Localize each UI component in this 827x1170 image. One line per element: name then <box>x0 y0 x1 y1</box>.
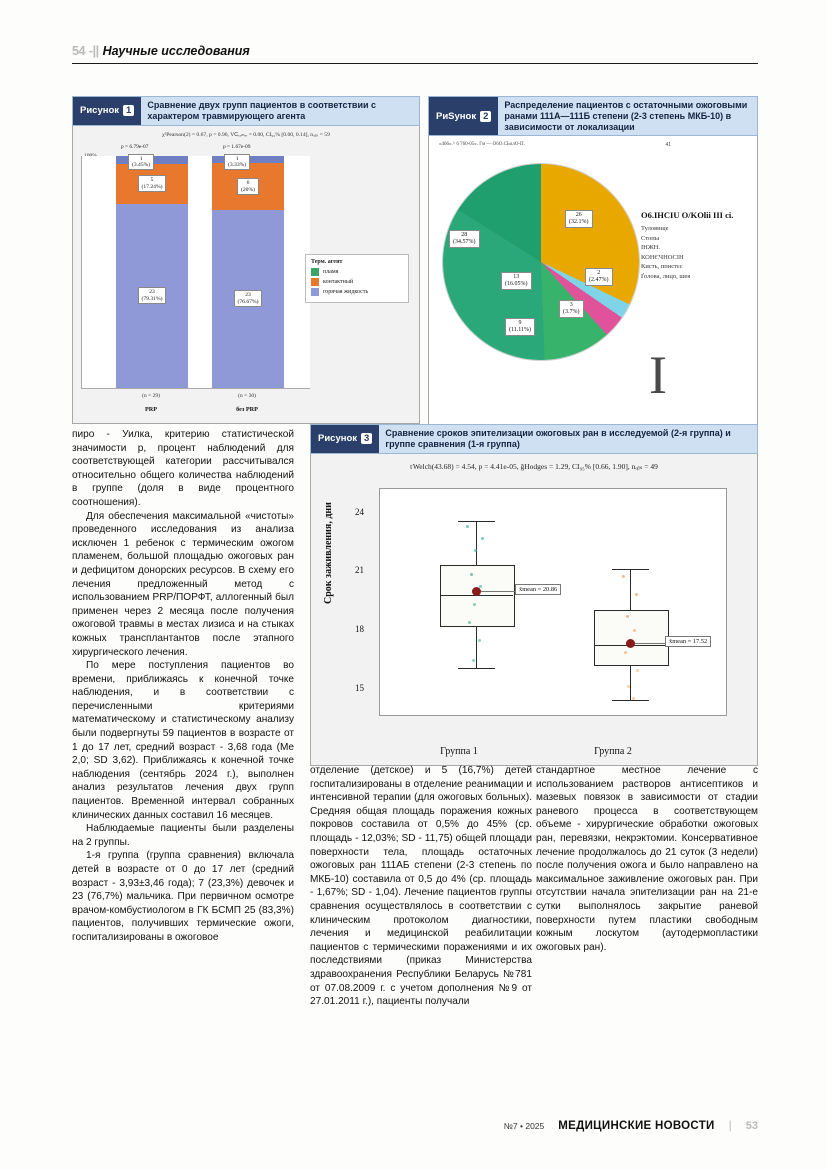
body-column-2 <box>310 764 532 1009</box>
figure-1-segment-label: 6 (20%) <box>237 178 259 195</box>
figure-1-x-label-noprp: без PRP <box>236 405 258 413</box>
figure-2-caption-text: Распределение пациентов с остаточными ожоговыми ранами 111А—111Б степени (2-3 степень МКБ-10) в зависимости от локализации <box>504 100 748 132</box>
figure-1-legend-item <box>311 278 403 286</box>
figure-1-legend <box>305 254 409 303</box>
figure-2-slice-label: 13 (16.05%) <box>501 272 532 290</box>
figure-3-mean-leader <box>481 591 515 592</box>
figure-2-legend-item: ІНЖН. <box>641 244 661 252</box>
figure-3-whisker <box>630 569 631 610</box>
figure-1-segment-label-top: 1 (3.45%) <box>128 154 154 171</box>
figure-1-body <box>72 126 420 424</box>
figure-3-whisker <box>476 625 477 669</box>
figure-3-mean-label: x̄mean = 20.86 <box>515 584 561 595</box>
figure-3-box <box>594 610 669 666</box>
body-column-1 <box>72 428 294 945</box>
figure-1-segment-label: 23 (76.67%) <box>234 290 263 307</box>
figure-1-tag-label: Рисунок <box>80 105 120 117</box>
figure-3-caption-bar <box>310 424 758 454</box>
figure-2-legend-item: Кисть, ппистєс <box>641 263 683 271</box>
footer-issue: №7 • 2025 <box>503 1121 545 1131</box>
figure-1-legend-item <box>311 268 403 276</box>
figure-1-segment-label: 5 (17.24%) <box>138 175 167 192</box>
figure-1-legend-item <box>311 288 403 296</box>
figure-3-data-point <box>466 525 469 528</box>
legend-swatch-icon <box>311 268 319 276</box>
figure-1-p-right: p = 1.67e-09 <box>223 143 251 150</box>
figure-2 <box>428 96 758 434</box>
figure-3 <box>310 424 758 766</box>
paragraph: Наблюдаемые пациенты были разделены на 2 группы. <box>72 823 294 848</box>
figure-1-x-label-prp: PRP <box>144 405 158 413</box>
legend-swatch-icon <box>311 278 319 286</box>
figure-3-y-tick: 15 <box>355 682 364 693</box>
figure-1-plot-area <box>81 156 310 389</box>
header-section-title: Научные исследования <box>102 44 250 58</box>
figure-1-tag <box>73 97 141 125</box>
figure-2-legend-item: КОНЄЧНОСІН <box>641 253 684 261</box>
figure-3-body <box>310 454 758 766</box>
figure-2-caption-bar <box>428 96 758 136</box>
figure-3-number: 3 <box>361 433 372 444</box>
figure-2-body <box>428 136 758 434</box>
figure-3-mean-label: x̄mean = 17.52 <box>665 636 711 647</box>
figure-3-mean-marker <box>626 639 635 648</box>
figure-3-whisker <box>476 521 477 565</box>
figure-1-segment <box>212 210 284 388</box>
figure-2-slice-label: 26 (32.1%) <box>565 210 593 228</box>
figure-2-legend <box>641 210 749 282</box>
figure-1-number: 1 <box>123 105 134 116</box>
figure-3-caption-text: Сравнение сроков эпителизации ожоговых ран в исследуемой (2-я группа) и группе сравнения (1-я группа) <box>385 428 731 449</box>
page-header <box>72 44 758 64</box>
figure-3-y-axis-label: Срок заживления, дни <box>323 501 334 604</box>
figure-3-tag-label: Рисунок <box>318 433 358 445</box>
figure-3-data-point <box>478 639 481 642</box>
footer-separator: | <box>728 1118 732 1132</box>
figure-3-y-tick: 18 <box>355 623 364 634</box>
figure-2-number: 2 <box>480 111 491 122</box>
figure-2-legend-item: Туловище <box>641 225 669 233</box>
page-footer <box>72 1118 758 1132</box>
figure-1-segment-label-top: 1 (3.33%) <box>224 154 250 171</box>
footer-page-number: 53 <box>745 1120 758 1132</box>
figure-3-x-label-group1: Группа 1 <box>440 745 478 757</box>
figure-1-bar-group-prp <box>116 156 188 388</box>
header-separator: -|| <box>88 44 99 58</box>
figure-1-caption-text: Сравнение двух групп пациентов в соответствии с характером травмирующего агента <box>147 100 377 121</box>
paragraph: По мере поступления пациентов во времени, приближаясь к конечной точке наблюдения, и в соответствии с перечисленными критериями математическому и статистическому анализу были подвергнуты 59 пациентов в возрасте от 1 до 17 лет, средний возраст - 3,68 года (Me 2,0; SD 3,62). Приближаясь к конечной точке наблюдения (сентябрь 2024 г.), выполнен анализ результатов лечения двух групп пациентов. Временной интервал собранных клинических данных составил 16 месяцев. <box>72 660 294 821</box>
figure-2-header-note: «466».^ 6 760-05». Гм — О6О.СЬолО-П. <box>439 142 525 148</box>
figure-2-slice-label: 9 (11.11%) <box>505 318 535 336</box>
i-beam-glyph-icon: I <box>649 345 667 406</box>
footer-brand: МЕДИЦИНСКИЕ НОВОСТИ <box>558 1120 715 1132</box>
figure-3-stats: t Welch(43.68) = 4.54, p = 4.41e-05, ĝHodges = 1.29, CI₉₅% [0.66, 1.90], nₒᵦₛ = 49 <box>410 461 658 471</box>
paragraph: 1-я группа (группа сравнения) включала детей в возрасте от 0 до 17 лет (средний возраст - 3,93±3,46 года); 7 (23,3%) девочек и 23 (76,7%) мальчика. При первичном осмотре врачом-комбустиологом в ГК БСМП 25 (83,3%) пациентов, получивших термические ожоги, госпитализированы в ожоговое <box>72 850 294 943</box>
figure-2-legend-item: Ґолова, лицо, шея <box>641 272 691 280</box>
paragraph: стандартное местное лечение с использованием растворов антисептиков и мазевых повязок в зависимости от стадии раневого процесса в соответствующем объеме - хирургические обработки ожоговых ран, перевязки, некрэктомии. Консервативное лечение продолжалось до 21 суток (3 недели) после получения ожога и было направлено на максимальное заживление ожоговых ран. При отсутствии начала эпителизации ран на 21-е сутки выполнялось закрытие раневой поверхности путем пластики свободным кожным лоскутом (аутодермопластики ожоговых ран). <box>536 765 758 953</box>
figure-2-legend-title: O6.IHCIU O/KOlii III ci. <box>641 210 734 221</box>
figure-1-segment-label: 23 (79.31%) <box>138 287 167 304</box>
figure-3-data-point <box>622 575 625 578</box>
figure-3-data-point <box>636 669 639 672</box>
figure-3-data-point <box>472 659 475 662</box>
figure-1-x-n-right: (n = 30) <box>237 392 257 399</box>
paragraph: отделение (детское) и 5 (16,7%) детей госпитализированы в отделение реанимации и интенсивной терапии (для ожоговых больных). Средняя общая площадь поражения кожных покровов составила от 0,5% до 45% (ср. площадь - 12,03%; SD - 11,75) общей площади поверхности тела, площадь остаточных ожоговых ран 111АБ степени (2-3 степень по МКБ-10) составила от 0,5 до 4% (ср. площадь - 1,67%; SD - 1,04). Лечение пациентов группы сравнения осуществлялось в соответствии с клиническим протоколом диагностики, лечения и медицинской реабилитации пациентов с термическими поражениями и их последствиями (приказ Министерства здравоохранения Республики Беларусь №781 от 07.08.2009 г. с учетом дополнения №9 от 27.01.2011 г.), пациенты получали <box>310 765 532 1008</box>
figure-2-tag-label: РиSунок <box>436 110 477 122</box>
paragraph: пиро - Уилка, критерию статистической значимости p, процент наблюдений для соответствующей категории рассчитывался относительно общего количества наблюдений в группе (доля в виде процентного соотношения). <box>72 429 294 508</box>
figure-1-legend-title: Терм. агент <box>311 258 343 265</box>
figure-2-tag <box>429 97 498 135</box>
figure-1-segment <box>116 204 188 388</box>
figure-3-whisker-cap <box>458 668 495 669</box>
figure-3-tag <box>311 425 379 453</box>
body-column-3 <box>536 764 758 954</box>
header-page-marker: 54 <box>72 44 85 58</box>
figure-3-mean-leader <box>635 643 665 644</box>
figure-3-whisker-cap <box>458 521 495 522</box>
figure-1-legend-label: пламя <box>323 268 339 275</box>
figure-1-x-n-left: (n = 29) <box>141 392 161 399</box>
figure-1-legend-label: контактный <box>323 278 354 285</box>
figure-1-p-left: p = 6.79e-07 <box>121 143 149 150</box>
legend-swatch-icon <box>311 288 319 296</box>
figure-3-whisker-cap <box>612 569 649 570</box>
figure-3-plot-area <box>379 488 727 716</box>
figure-3-x-label-group2: Группа 2 <box>594 745 632 757</box>
figure-3-y-tick: 21 <box>355 564 364 575</box>
figure-2-slice-label: 2 (2.47%) <box>585 268 613 286</box>
figure-2-header-number: 41 <box>665 142 671 149</box>
figure-2-slice-label: 3 (3.7%) <box>559 300 584 318</box>
figure-1-legend-label: горячая жидкость <box>323 288 369 295</box>
figure-3-y-tick: 24 <box>355 506 364 517</box>
figure-1 <box>72 96 420 424</box>
figure-3-whisker-cap <box>612 700 649 701</box>
figure-1-stats: χ²Pearson(2) = 0.67, p = 0.96, VᏟᵣₐₘₑᵣ = 0.00, CI₉₅% [0.00, 0.14], nₒᵦₛ = 59 <box>162 131 330 138</box>
figure-3-data-point <box>481 537 484 540</box>
figure-1-bar-group-noprp <box>212 156 284 388</box>
figure-2-slice-label: 28 (34.57%) <box>449 230 480 248</box>
figure-2-legend-item: Стопы <box>641 234 660 242</box>
figure-2-pie-chart <box>443 164 639 360</box>
figure-3-data-point <box>635 593 638 596</box>
pie-graphic <box>443 164 639 360</box>
header-rule <box>72 63 758 64</box>
paragraph: Для обеспечения максимальной «чистоты» проведенного исследования из анализа исключен 1 ребенок с термическим ожогом пламенем, большой площадью ожоговых ран и дефицитом донорских ресурсов. В схему его лечения предложенный метод с использованием PRP/ПОРФТ, аллогенный был применен через 2 месяца после получения ожоговой травмы в местах лизиса и на стыках кожных трансплантантов после этапного хирургического лечения. <box>72 510 294 658</box>
figure-1-caption-bar <box>72 96 420 126</box>
figure-3-whisker <box>630 664 631 701</box>
